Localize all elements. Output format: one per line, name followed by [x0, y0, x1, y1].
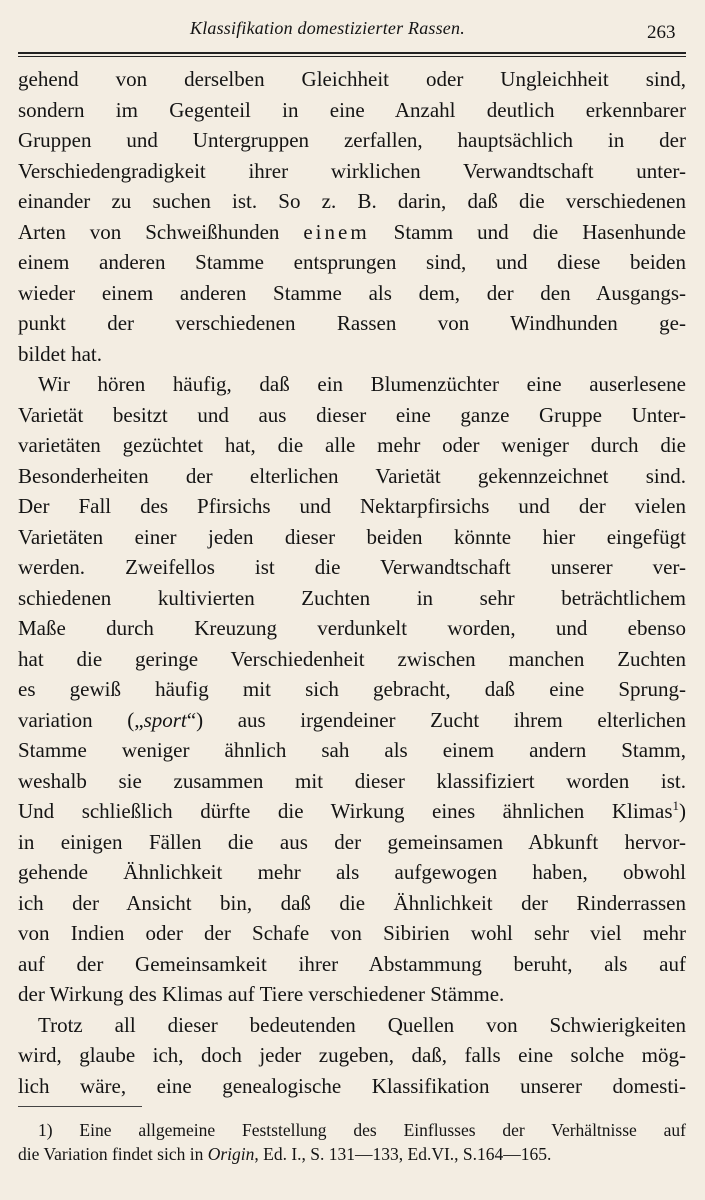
paragraph-first-line: Trotz all dieser bedeutenden Quellen von Schwierigkeiten [38, 1012, 686, 1037]
text-line: punkt der verschiedenen Rassen von Windhunden ge- [18, 311, 686, 335]
header-rule [18, 52, 686, 57]
paragraph-first-line: Wir hören häufig, daß ein Blumenzüchter eine auserlesene [38, 372, 686, 396]
text-run: die Variation findet sich in [18, 1144, 208, 1164]
text-run: Arten von Schweißhunden [18, 219, 304, 244]
text-line: es gewiß häufig mit sich gebracht, daß eine Sprung- [18, 677, 686, 701]
running-title: Klassifikation domestizierter Rassen. [190, 18, 465, 38]
text-line: von Indien oder der Schafe von Sibirien wohl sehr viel mehr [18, 921, 686, 945]
text-line: in einigen Fällen die aus der gemeinsamen Abkunft hervor- [18, 829, 686, 854]
text-line: gehende Ähnlichkeit mehr als aufgewogen haben, obwohl [18, 860, 686, 884]
text-run: Und schließlich dürfte die Wirkung eines ähnlichen Klimas [18, 799, 673, 823]
text-line: werden. Zweifellos ist die Verwandtschaft unserer ver- [18, 555, 686, 579]
text-line: der Wirkung des Klimas auf Tiere verschiedener Stämme. [18, 982, 505, 1006]
text-run: variation („ [18, 707, 144, 732]
footnote-rule [18, 1106, 142, 1107]
italic-word: Origin [207, 1144, 255, 1164]
footnote-line [18, 1142, 686, 1166]
text-line: einander zu suchen ist. So z. B. darin, daß die verschiedenen [18, 189, 686, 213]
text-line: wird, glaube ich, doch jeder zugeben, daß, falls eine solche mög- [18, 1043, 686, 1067]
text-line: Der Fall des Pfirsichs und Nektarpfirsichs und der vielen [18, 494, 686, 518]
text-line: Varietät besitzt und aus dieser eine ganze Gruppe Unter- [18, 402, 686, 427]
body-text [18, 64, 686, 1101]
text-line: varietäten gezüchtet hat, die alle mehr oder weniger durch die [18, 433, 686, 457]
text-line: schiedenen kultivierten Zuchten in sehr beträchtlichem [18, 585, 686, 610]
text-line [18, 705, 686, 736]
text-run: Stamm und die Hasenhunde [369, 219, 686, 244]
text-line: Maße durch Kreuzung verdunkelt worden, und ebenso [18, 616, 686, 640]
text-line: bildet hat. [18, 341, 102, 366]
text-line [18, 796, 686, 827]
text-line: auf der Gemeinsamkeit ihrer Abstammung beruht, als auf [18, 951, 686, 976]
text-line: Besonderheiten der elterlichen Varietät gekennzeichnet sind. [18, 463, 686, 488]
text-line: weshalb sie zusammen mit dieser klassifiziert worden ist. [18, 768, 686, 793]
text-run: ) [679, 799, 686, 823]
text-line: Gruppen und Untergruppen zerfallen, hauptsächlich in der [18, 128, 686, 152]
text-run: “) aus irgendeiner Zucht ihrem elterlichen [186, 707, 686, 732]
text-line: hat die geringe Verschiedenheit zwischen manchen Zuchten [18, 646, 686, 671]
text-line: sondern im Gegenteil in eine Anzahl deutlich erkennbarer [18, 97, 686, 122]
page-number: 263 [647, 22, 676, 43]
footnote [18, 1118, 686, 1166]
page-header [0, 16, 705, 46]
text-line: Varietäten einer jeden dieser beiden könnte hier eingefügt [18, 524, 686, 549]
emphasized-word: einem [303, 219, 370, 244]
footnote-line: 1) Eine allgemeine Feststellung des Einflusses der Verhältnisse auf [38, 1120, 686, 1140]
italic-word: sport [143, 707, 187, 732]
text-line: Stamme weniger ähnlich sah als einem andern Stamm, [18, 738, 686, 762]
text-line: gehend von derselben Gleichheit oder Ungleichheit sind, [18, 67, 686, 91]
footnote-marker: 1 [672, 798, 679, 813]
text-run: , Ed. I., S. 131—133, Ed.VI., S.164—165. [254, 1144, 552, 1164]
text-line [18, 217, 686, 248]
text-line: einem anderen Stamme entsprungen sind, und diese beiden [18, 250, 686, 274]
text-line: lich wäre, eine genealogische Klassifikation unserer domesti- [18, 1073, 686, 1098]
text-line: Verschiedengradigkeit ihrer wirklichen Verwandtschaft unter- [18, 158, 686, 183]
text-line: wieder einem anderen Stamme als dem, der den Ausgangs- [18, 280, 686, 305]
text-line: ich der Ansicht bin, daß die Ähnlichkeit der Rinderrassen [18, 890, 686, 915]
